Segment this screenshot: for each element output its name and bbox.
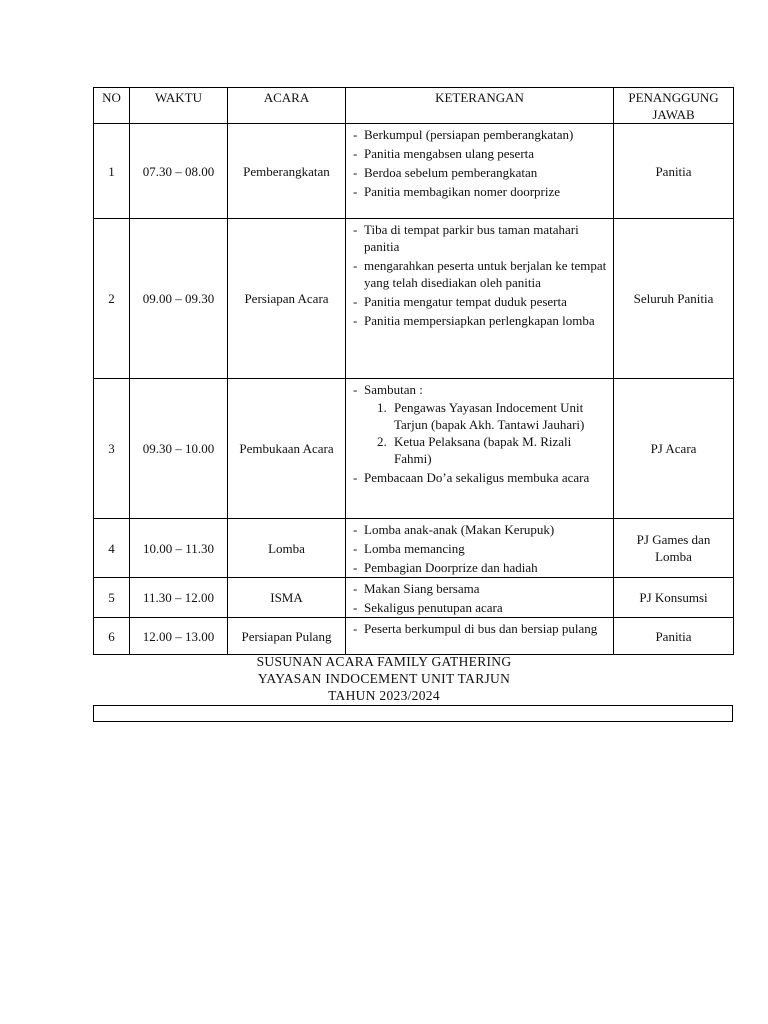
- keterangan-item: - mengarahkan peserta untuk berjalan ke tempat yang telah disediakan oleh panitia: [351, 257, 609, 291]
- row-penanggung-jawab: Panitia: [614, 618, 734, 655]
- header-keterangan: KETERANGAN: [346, 88, 614, 124]
- caption-line-3: TAHUN 2023/2024: [328, 688, 440, 703]
- row-keterangan: [346, 219, 614, 379]
- row-penanggung-jawab: PJ Konsumsi: [614, 578, 734, 618]
- row-acara: Persiapan Pulang: [228, 618, 346, 655]
- row-keterangan: [346, 124, 614, 219]
- caption-line-2: YAYASAN INDOCEMENT UNIT TARJUN: [257, 671, 511, 686]
- keterangan-item: - Panitia membagikan nomer doorprize: [351, 183, 609, 200]
- row-penanggung-jawab: Seluruh Panitia: [614, 219, 734, 379]
- table-row: [94, 578, 734, 618]
- keterangan-intro: Sambutan :: [364, 382, 423, 397]
- row-waktu: 09.00 – 09.30: [130, 219, 228, 379]
- caption-line-1: SUSUNAN ACARA FAMILY GATHERING: [256, 654, 512, 669]
- keterangan-item: - Lomba anak-anak (Makan Kerupuk): [351, 521, 609, 538]
- keterangan-item: - Peserta berkumpul di bus dan bersiap pulang: [351, 620, 609, 637]
- header-penanggung-jawab: PENANGGUNG JAWAB: [614, 88, 734, 124]
- keterangan-item: - Lomba memancing: [351, 540, 609, 557]
- row-penanggung-jawab: PJ Acara: [614, 379, 734, 519]
- table-row: [94, 124, 734, 219]
- header-acara: ACARA: [228, 88, 346, 124]
- row-waktu: 10.00 – 11.30: [130, 519, 228, 578]
- empty-box: [93, 705, 733, 722]
- row-acara: ISMA: [228, 578, 346, 618]
- keterangan-item: [351, 381, 609, 467]
- table-row: [94, 618, 734, 655]
- keterangan-numbered-item: 2. Ketua Pelaksana (bapak M. Rizali Fahmi): [364, 433, 609, 467]
- row-keterangan: [346, 578, 614, 618]
- keterangan-list: [351, 381, 609, 486]
- keterangan-item: - Panitia mempersiapkan perlengkapan lomba: [351, 312, 609, 329]
- row-penanggung-jawab: PJ Games dan Lomba: [614, 519, 734, 578]
- row-acara: Pembukaan Acara: [228, 379, 346, 519]
- keterangan-numbered-list: [364, 399, 609, 467]
- keterangan-item: - Berdoa sebelum pemberangkatan: [351, 164, 609, 181]
- row-no: 3: [94, 379, 130, 519]
- row-keterangan: [346, 379, 614, 519]
- keterangan-item: - Tiba di tempat parkir bus taman matahari panitia: [351, 221, 609, 255]
- keterangan-item: - Berkumpul (persiapan pemberangkatan): [351, 126, 609, 143]
- keterangan-item: - Panitia mengatur tempat duduk peserta: [351, 293, 609, 310]
- keterangan-item: - Pembacaan Do’a sekaligus membuka acara: [351, 469, 609, 486]
- row-penanggung-jawab: Panitia: [614, 124, 734, 219]
- table-caption: [93, 653, 675, 704]
- table-row: [94, 219, 734, 379]
- row-no: 6: [94, 618, 130, 655]
- keterangan-numbered-item: 1. Pengawas Yayasan Indocement Unit Tarjun (bapak Akh. Tantawi Jauhari): [364, 399, 609, 433]
- row-waktu: 07.30 – 08.00: [130, 124, 228, 219]
- keterangan-list: [351, 620, 609, 637]
- header-row: [94, 88, 734, 124]
- keterangan-item: - Panitia mengabsen ulang peserta: [351, 145, 609, 162]
- row-keterangan: [346, 519, 614, 578]
- row-no: 1: [94, 124, 130, 219]
- row-acara: Pemberangkatan: [228, 124, 346, 219]
- keterangan-list: [351, 221, 609, 329]
- keterangan-item: - Sekaligus penutupan acara: [351, 599, 609, 616]
- row-keterangan: [346, 618, 614, 655]
- keterangan-item: - Pembagian Doorprize dan hadiah: [351, 559, 609, 576]
- row-no: 5: [94, 578, 130, 618]
- keterangan-list: [351, 580, 609, 616]
- schedule-table: [93, 87, 734, 655]
- row-no: 4: [94, 519, 130, 578]
- keterangan-list: [351, 126, 609, 200]
- row-acara: Lomba: [228, 519, 346, 578]
- keterangan-item: - Makan Siang bersama: [351, 580, 609, 597]
- header-waktu: WAKTU: [130, 88, 228, 124]
- table-row: [94, 519, 734, 578]
- keterangan-list: [351, 521, 609, 576]
- row-acara: Persiapan Acara: [228, 219, 346, 379]
- row-waktu: 09.30 – 10.00: [130, 379, 228, 519]
- row-no: 2: [94, 219, 130, 379]
- row-waktu: 12.00 – 13.00: [130, 618, 228, 655]
- table-row: [94, 379, 734, 519]
- row-waktu: 11.30 – 12.00: [130, 578, 228, 618]
- header-no: NO: [94, 88, 130, 124]
